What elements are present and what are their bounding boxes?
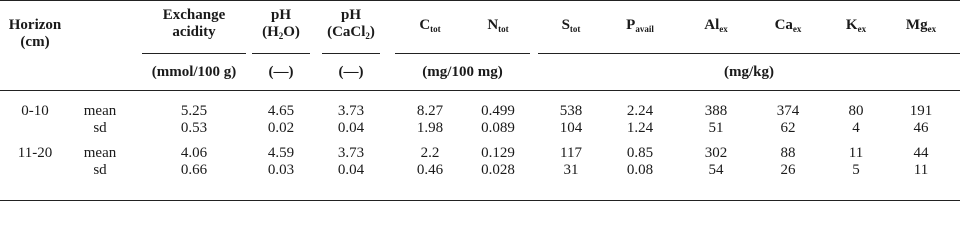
table-cell: 191: [909, 103, 933, 119]
table-cell: 0.66: [180, 162, 208, 178]
table-cell: 8.27: [416, 103, 444, 119]
table-cell: 3.73: [337, 145, 365, 161]
header-ph-cacl2: pH (CaCl$_2$): [327, 7, 375, 41]
header-caex: $Ca_{ex}$: [774, 17, 802, 34]
header-pavail: $P_{avail}$: [626, 17, 654, 34]
table-cell: 4.59: [267, 145, 295, 161]
table-cell: 26: [780, 162, 796, 178]
header-exchange-acidity: Exchange acidity: [162, 7, 226, 40]
table-cell: 4.65: [267, 103, 295, 119]
unit-ph-h2o: (—): [268, 64, 294, 80]
table-cell: 11: [913, 162, 929, 178]
table-cell: 0.85: [626, 145, 654, 161]
header-kex: $K_{ex}$: [845, 17, 867, 34]
table-cell: 0.53: [180, 120, 208, 136]
table-cell: 0.028: [481, 162, 515, 178]
table-cell: 88: [780, 145, 796, 161]
unit-rule: [322, 53, 380, 54]
row-stat: sd: [93, 120, 107, 136]
table-cell: 46: [913, 120, 929, 136]
header-stot: $S_{tot}$: [561, 17, 581, 34]
bottom-rule: [0, 200, 960, 201]
table-cell: 0.03: [267, 162, 295, 178]
unit-exchange-acidity: (mmol/100 g): [151, 64, 237, 80]
table-cell: 0.129: [481, 145, 515, 161]
unit-mg-kg: (mg/kg): [724, 64, 774, 80]
unit-rule: [142, 53, 246, 54]
header-mgex: $Mg_{ex}$: [905, 17, 937, 34]
table-cell: 538: [559, 103, 583, 119]
unit-c-n: (mg/100 mg): [422, 64, 503, 80]
unit-ph-cacl2: (—): [338, 64, 364, 80]
table-cell: 11: [848, 145, 864, 161]
table-cell: 374: [776, 103, 800, 119]
table-cell: 0.08: [626, 162, 654, 178]
header-ntot: $N_{tot}$: [487, 17, 509, 34]
unit-rule: [252, 53, 310, 54]
header-horizon: Horizon (cm): [8, 17, 62, 50]
table-cell: 0.089: [481, 120, 515, 136]
row-stat: mean: [83, 145, 117, 161]
table-cell: 4.06: [180, 145, 208, 161]
header-alex: $Al_{ex}$: [704, 17, 728, 34]
table-cell: 5.25: [180, 103, 208, 119]
table-cell: 388: [704, 103, 728, 119]
table-cell: 0.04: [337, 120, 365, 136]
top-rule: [0, 0, 960, 1]
table-cell: 31: [563, 162, 579, 178]
table-cell: 117: [560, 145, 582, 161]
table-cell: 44: [913, 145, 929, 161]
unit-rule: [395, 53, 530, 54]
table-cell: 0.02: [267, 120, 295, 136]
table-cell: 4: [852, 120, 860, 136]
table-cell: 1.24: [626, 120, 654, 136]
table-cell: 0.04: [337, 162, 365, 178]
table-cell: 80: [848, 103, 864, 119]
table-cell: 1.98: [416, 120, 444, 136]
table-cell: 3.73: [337, 103, 365, 119]
table-cell: 2.2: [420, 145, 440, 161]
unit-rule: [538, 53, 960, 54]
row-horizon: 0-10: [21, 103, 49, 119]
table-cell: 104: [559, 120, 583, 136]
table-cell: 5: [852, 162, 860, 178]
table-cell: 54: [708, 162, 724, 178]
table-cell: 51: [708, 120, 724, 136]
table-cell: 0.46: [416, 162, 444, 178]
table-cell: 62: [780, 120, 796, 136]
header-rule: [0, 90, 960, 91]
row-stat: sd: [93, 162, 107, 178]
header-ph-h2o: pH $(H_2O)$: [262, 7, 300, 41]
row-horizon: 11-20: [17, 145, 53, 161]
table-cell: 2.24: [626, 103, 654, 119]
table-cell: 302: [704, 145, 728, 161]
row-stat: mean: [83, 103, 117, 119]
header-ctot: $C_{tot}$: [419, 17, 441, 34]
table-cell: 0.499: [481, 103, 515, 119]
